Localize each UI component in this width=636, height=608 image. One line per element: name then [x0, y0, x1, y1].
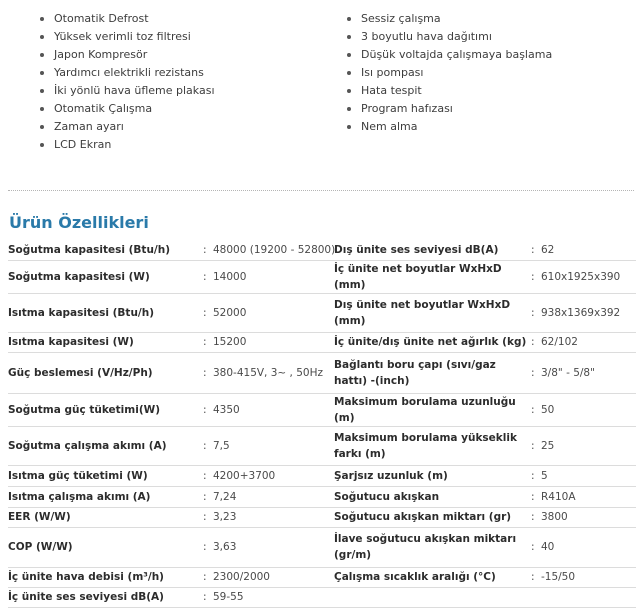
- spec-value-left: : 52000: [203, 293, 334, 332]
- spec-label-right: Soğutucu akışkan miktarı (gr): [334, 507, 531, 527]
- spec-label-left: EER (W/W): [8, 507, 203, 527]
- spec-label-right: Maksimum borulama yükseklik farkı (m): [334, 426, 531, 465]
- bullet-icon: [40, 17, 44, 21]
- separator-colon: :: [531, 469, 535, 482]
- spec-value-left: : 4200+3700: [203, 465, 334, 486]
- feature-text: Sessiz çalışma: [361, 12, 441, 25]
- spec-label-right: Soğutucu akışkan: [334, 486, 531, 507]
- spec-row: [8, 393, 636, 426]
- feature-text: Yüksek verimli toz filtresi: [54, 30, 191, 43]
- spec-table: [8, 240, 636, 608]
- spec-label-left: İç ünite ses seviyesi dB(A): [8, 587, 203, 607]
- bullet-icon: [40, 53, 44, 57]
- feature-text: Program hafızası: [361, 102, 453, 115]
- separator-colon: :: [531, 366, 535, 379]
- spec-label-left: Güç beslemesi (V/Hz/Ph): [8, 352, 203, 393]
- separator-colon: :: [203, 243, 207, 256]
- separator-colon: :: [203, 403, 207, 416]
- feature-text: Otomatik Defrost: [54, 12, 149, 25]
- separator-colon: :: [203, 336, 207, 348]
- feature-item: [40, 10, 215, 28]
- separator-colon: :: [203, 571, 207, 583]
- spec-row: [8, 507, 636, 527]
- spec-label-left: Isıtma çalışma akımı (A): [8, 486, 203, 507]
- bullet-icon: [40, 125, 44, 129]
- feature-item: [40, 136, 215, 154]
- spec-label-right: İlave soğutucu akışkan miktarı (gr/m): [334, 527, 531, 567]
- spec-label-right: Dış ünite ses seviyesi dB(A): [334, 240, 531, 260]
- feature-item: [347, 118, 552, 136]
- spec-value-right: : R410A: [531, 486, 636, 507]
- spec-value-right: : 938x1369x392: [531, 293, 636, 332]
- separator-colon: :: [531, 270, 535, 283]
- spec-value-left: : 3,23: [203, 507, 334, 527]
- spec-row: [8, 293, 636, 332]
- feature-text: Yardımcı elektrikli rezistans: [54, 66, 204, 79]
- spec-label-right: Şarjsız uzunluk (m): [334, 465, 531, 486]
- spec-label-left: Isıtma kapasitesi (W): [8, 332, 203, 352]
- feature-list-right: [347, 10, 552, 136]
- spec-value-left: : 14000: [203, 260, 334, 293]
- spec-row: [8, 567, 636, 587]
- feature-text: Isı pompası: [361, 66, 424, 79]
- feature-item: [347, 64, 552, 82]
- spec-value-left: : 7,24: [203, 486, 334, 507]
- spec-value-left: : 3,63: [203, 527, 334, 567]
- spec-label-left: Soğutma güç tüketimi(W): [8, 393, 203, 426]
- feature-text: LCD Ekran: [54, 138, 112, 151]
- spec-value-left: : 4350: [203, 393, 334, 426]
- bullet-icon: [40, 89, 44, 93]
- separator-colon: :: [203, 511, 207, 523]
- separator-colon: :: [531, 243, 535, 256]
- separator-colon: :: [531, 336, 535, 348]
- feature-text: Nem alma: [361, 120, 418, 133]
- bullet-icon: [40, 35, 44, 39]
- separator-colon: :: [203, 439, 207, 452]
- feature-text: Hata tespit: [361, 84, 422, 97]
- spec-value-right: : 610x1925x390: [531, 260, 636, 293]
- bullet-icon: [347, 125, 351, 129]
- spec-row: [8, 426, 636, 465]
- feature-item: [347, 10, 552, 28]
- bullet-icon: [40, 71, 44, 75]
- spec-label-left: Isıtma kapasitesi (Btu/h): [8, 293, 203, 332]
- spec-value-right: : 50: [531, 393, 636, 426]
- feature-text: Zaman ayarı: [54, 120, 124, 133]
- feature-list-section: [0, 0, 636, 160]
- separator-colon: :: [203, 366, 207, 379]
- spec-label-left: Isıtma güç tüketimi (W): [8, 465, 203, 486]
- spec-label-right: İç ünite/dış ünite net ağırlık (kg): [334, 332, 531, 352]
- feature-item: [347, 82, 552, 100]
- feature-item: [347, 28, 552, 46]
- spec-value-right: : 62/102: [531, 332, 636, 352]
- spec-value-right: : -15/50: [531, 567, 636, 587]
- spec-label-right: İç ünite net boyutlar WxHxD (mm): [334, 260, 531, 293]
- spec-value-left: : 2300/2000: [203, 567, 334, 587]
- separator-colon: :: [531, 511, 535, 523]
- feature-item: [40, 82, 215, 100]
- separator-colon: :: [203, 469, 207, 482]
- spec-value-left: : 59-55: [203, 587, 334, 607]
- bullet-icon: [40, 107, 44, 111]
- separator-colon: :: [203, 490, 207, 503]
- spec-row: [8, 352, 636, 393]
- spec-value-right: : 3/8" - 5/8": [531, 352, 636, 393]
- separator-colon: :: [531, 306, 535, 319]
- feature-text: 3 boyutlu hava dağıtımı: [361, 30, 492, 43]
- feature-text: İki yönlü hava üfleme plakası: [54, 84, 215, 97]
- feature-item: [40, 100, 215, 118]
- spec-label-right: Dış ünite net boyutlar WxHxD (mm): [334, 293, 531, 332]
- bullet-icon: [347, 89, 351, 93]
- spec-value-right: : 3800: [531, 507, 636, 527]
- feature-text: Japon Kompresör: [54, 48, 148, 61]
- spec-value-right: : 5: [531, 465, 636, 486]
- feature-item: [40, 28, 215, 46]
- spec-value-right: : 62: [531, 240, 636, 260]
- spec-row: [8, 465, 636, 486]
- separator-colon: :: [203, 270, 207, 283]
- spec-label-right: Bağlantı boru çapı (sıvı/gaz hattı) -(inch): [334, 352, 531, 393]
- feature-text: Otomatik Çalışma: [54, 102, 153, 115]
- bullet-icon: [40, 143, 44, 147]
- separator-colon: :: [531, 571, 535, 583]
- spec-value-right: : 25: [531, 426, 636, 465]
- separator-colon: :: [531, 541, 535, 553]
- feature-list-left: [40, 10, 215, 154]
- feature-text: Düşük voltajda çalışmaya başlama: [361, 48, 553, 61]
- spec-row: [8, 332, 636, 352]
- section-title: Ürün Özellikleri: [9, 213, 149, 232]
- spec-value-left: : 48000 (19200 - 52800): [203, 240, 334, 260]
- bullet-icon: [347, 53, 351, 57]
- spec-value-right: : 40: [531, 527, 636, 567]
- spec-value-left: : 15200: [203, 332, 334, 352]
- spec-label-right: Çalışma sıcaklık aralığı (°C): [334, 567, 531, 587]
- separator-colon: :: [531, 403, 535, 416]
- spec-label-right: Maksimum borulama uzunluğu (m): [334, 393, 531, 426]
- spec-label-right: [334, 587, 531, 607]
- spec-table-body: [8, 240, 636, 607]
- bullet-icon: [347, 35, 351, 39]
- spec-value-left: : 7,5: [203, 426, 334, 465]
- spec-value-left: : 380-415V, 3~ , 50Hz: [203, 352, 334, 393]
- separator-colon: :: [203, 591, 207, 603]
- spec-label-left: COP (W/W): [8, 527, 203, 567]
- feature-item: [40, 46, 215, 64]
- feature-item: [347, 100, 552, 118]
- spec-row: [8, 527, 636, 567]
- spec-row: [8, 587, 636, 607]
- separator-colon: :: [531, 490, 535, 503]
- spec-label-left: Soğutma kapasitesi (Btu/h): [8, 240, 203, 260]
- bullet-icon: [347, 71, 351, 75]
- bullet-icon: [347, 17, 351, 21]
- feature-item: [347, 46, 552, 64]
- spec-value-right: [531, 587, 636, 607]
- bullet-icon: [347, 107, 351, 111]
- spec-label-left: Soğutma kapasitesi (W): [8, 260, 203, 293]
- feature-item: [40, 64, 215, 82]
- separator-colon: :: [531, 439, 535, 452]
- spec-row: [8, 240, 636, 260]
- spec-row: [8, 486, 636, 507]
- section-divider: [8, 190, 634, 191]
- spec-row: [8, 260, 636, 293]
- separator-colon: :: [203, 541, 207, 553]
- spec-label-left: Soğutma çalışma akımı (A): [8, 426, 203, 465]
- separator-colon: :: [203, 306, 207, 319]
- feature-item: [40, 118, 215, 136]
- spec-label-left: İç ünite hava debisi (m³/h): [8, 567, 203, 587]
